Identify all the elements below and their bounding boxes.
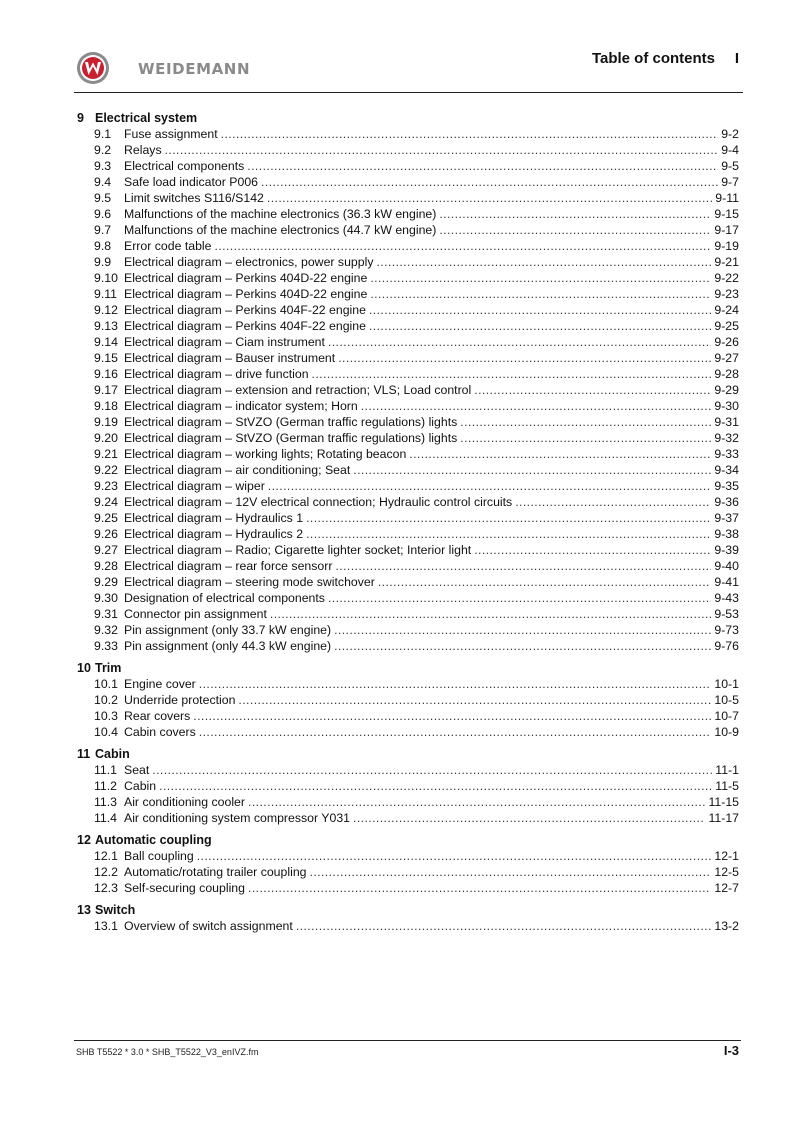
entry-number: 9.4	[94, 175, 112, 189]
entry-label: Electrical diagram – steering mode switchover	[124, 575, 375, 589]
logo-wordmark: WEIDEMANN	[138, 60, 251, 78]
toc-entry[interactable]	[77, 254, 739, 270]
dot-leader	[376, 254, 711, 270]
entry-number: 9.15	[94, 351, 118, 365]
entry-page: 9-43	[714, 591, 739, 605]
toc-entry[interactable]	[77, 334, 739, 350]
entry-number: 9.26	[94, 527, 118, 541]
entry-number: 10.4	[94, 725, 118, 739]
entry-label: Electrical components	[124, 159, 245, 173]
dot-leader	[261, 174, 718, 190]
toc-entry[interactable]	[77, 574, 739, 590]
entry-label: Electrical diagram – StVZO (German traffic regulations) lights	[124, 415, 458, 429]
section-title: Cabin	[95, 747, 130, 761]
toc-section	[77, 746, 739, 826]
toc-entry[interactable]	[77, 222, 739, 238]
entry-label: Safe load indicator P006	[124, 175, 258, 189]
entry-page: 9-22	[714, 271, 739, 285]
entry-page: 9-39	[714, 543, 739, 557]
entry-page: 9-53	[714, 607, 739, 621]
toc-entry[interactable]	[77, 864, 739, 880]
entry-label: Electrical diagram – electronics, power supply	[124, 255, 374, 269]
toc-entry[interactable]	[77, 762, 739, 778]
dot-leader	[378, 574, 712, 590]
entry-label: Electrical diagram – Perkins 404F-22 engine	[124, 303, 366, 317]
entry-number: 9.10	[94, 271, 118, 285]
toc-entry[interactable]	[77, 190, 739, 206]
toc-entry[interactable]	[77, 638, 739, 654]
toc-entry[interactable]	[77, 606, 739, 622]
entry-number: 11.3	[94, 795, 118, 809]
entry-page: 9-31	[714, 415, 739, 429]
entry-page: 9-21	[714, 255, 739, 269]
entry-label: Electrical diagram – working lights; Rotating beacon	[124, 447, 407, 461]
toc-section-heading[interactable]	[77, 902, 739, 918]
toc-entry[interactable]	[77, 462, 739, 478]
dot-leader	[474, 542, 711, 558]
toc-entry[interactable]	[77, 302, 739, 318]
entry-number: 9.33	[94, 639, 118, 653]
toc-entry[interactable]	[77, 206, 739, 222]
entry-page: 9-30	[714, 399, 739, 413]
entry-number: 12.1	[94, 849, 118, 863]
entry-page: 9-27	[714, 351, 739, 365]
dot-leader	[152, 762, 712, 778]
dot-leader	[328, 590, 711, 606]
entry-page: 9-4	[721, 143, 739, 157]
toc-section	[77, 110, 739, 654]
entry-label: Electrical diagram – Hydraulics 1	[124, 511, 304, 525]
entry-label: Electrical diagram – wiper	[124, 479, 265, 493]
entry-label: Electrical diagram – 12V electrical connection; Hydraulic control circuits	[124, 495, 513, 509]
toc-entry[interactable]	[77, 724, 739, 740]
dot-leader	[296, 918, 712, 934]
dot-leader	[369, 318, 711, 334]
dot-leader	[338, 350, 711, 366]
toc-entry[interactable]	[77, 286, 739, 302]
toc-section	[77, 902, 739, 934]
entry-label: Pin assignment (only 33.7 kW engine)	[124, 623, 332, 637]
dot-leader	[515, 494, 711, 510]
entry-number: 9.11	[94, 287, 118, 301]
entry-number: 9.32	[94, 623, 118, 637]
entry-label: Error code table	[124, 239, 212, 253]
dot-leader	[247, 158, 718, 174]
entry-number: 9.16	[94, 367, 118, 381]
toc-entry[interactable]	[77, 676, 739, 692]
page-footer	[74, 1040, 741, 1058]
entry-label: Limit switches S116/S142	[124, 191, 264, 205]
toc-entry[interactable]	[77, 238, 739, 254]
section-title: Trim	[95, 661, 122, 675]
dot-leader	[335, 558, 711, 574]
entry-label: Fuse assignment	[124, 127, 218, 141]
page-number: I-3	[723, 1043, 739, 1058]
entry-page: 9-35	[714, 479, 739, 493]
entry-label: Electrical diagram – StVZO (German traffic regulations) lights	[124, 431, 458, 445]
entry-page: 11-1	[715, 763, 739, 777]
entry-page: 11-17	[708, 811, 739, 825]
entry-page: 9-41	[714, 575, 739, 589]
entry-number: 9.20	[94, 431, 118, 445]
entry-label: Self-securing coupling	[124, 881, 245, 895]
toc-entry[interactable]	[77, 542, 739, 558]
entry-page: 9-76	[714, 639, 739, 653]
entry-number: 10.2	[94, 693, 118, 707]
section-title: Electrical system	[95, 111, 198, 125]
entry-number: 9.25	[94, 511, 118, 525]
entry-number: 9.6	[94, 207, 112, 221]
dot-leader	[306, 526, 711, 542]
toc-entry[interactable]	[77, 270, 739, 286]
entry-page: 9-11	[715, 191, 739, 205]
entry-number: 9.31	[94, 607, 118, 621]
entry-number: 9.7	[94, 223, 112, 237]
entry-page: 9-26	[714, 335, 739, 349]
dot-leader	[361, 398, 712, 414]
section-title: Automatic coupling	[95, 833, 212, 847]
dot-leader	[221, 126, 719, 142]
entry-page: 9-36	[714, 495, 739, 509]
toc-entry[interactable]	[77, 318, 739, 334]
toc-entry[interactable]	[77, 494, 739, 510]
section-number: 13	[77, 903, 91, 917]
dot-leader	[370, 286, 711, 302]
entry-label: Engine cover	[124, 677, 196, 691]
dot-leader	[215, 238, 712, 254]
entry-page: 10-5	[714, 693, 739, 707]
entry-page: 12-1	[714, 849, 739, 863]
entry-page: 9-5	[721, 159, 739, 173]
entry-label: Electrical diagram – Perkins 404D-22 engine	[124, 271, 368, 285]
weidemann-logo-icon	[76, 51, 110, 85]
dot-leader	[370, 270, 711, 286]
toc-entry[interactable]	[77, 398, 739, 414]
entry-label: Electrical diagram – extension and retraction; VLS; Load control	[124, 383, 472, 397]
toc-section-heading[interactable]	[77, 660, 739, 676]
dot-leader	[409, 446, 711, 462]
toc-entry[interactable]	[77, 848, 739, 864]
entry-label: Overview of switch assignment	[124, 919, 293, 933]
entry-number: 9.29	[94, 575, 118, 589]
toc-section	[77, 660, 739, 740]
toc-entry[interactable]	[77, 794, 739, 810]
entry-page: 9-28	[714, 367, 739, 381]
entry-page: 9-34	[714, 463, 739, 477]
section-number: 10	[77, 661, 91, 675]
entry-label: Rear covers	[124, 709, 191, 723]
entry-number: 9.13	[94, 319, 118, 333]
entry-number: 9.9	[94, 255, 112, 269]
entry-page: 10-1	[714, 677, 739, 691]
entry-page: 9-29	[714, 383, 739, 397]
dot-leader	[248, 880, 711, 896]
entry-number: 9.30	[94, 591, 118, 605]
dot-leader	[353, 462, 711, 478]
toc-entry[interactable]	[77, 558, 739, 574]
section-number: 12	[77, 833, 91, 847]
toc-entry[interactable]	[77, 510, 739, 526]
entry-label: Air conditioning system compressor Y031	[124, 811, 351, 825]
toc-entry[interactable]	[77, 622, 739, 638]
dot-leader	[328, 334, 711, 350]
entry-page: 9-25	[714, 319, 739, 333]
entry-label: Relays	[124, 143, 162, 157]
entry-page: 9-17	[714, 223, 739, 237]
toc-section-heading[interactable]	[77, 746, 739, 762]
entry-number: 9.21	[94, 447, 118, 461]
entry-number: 9.17	[94, 383, 118, 397]
entry-number: 9.19	[94, 415, 118, 429]
entry-number: 10.3	[94, 709, 118, 723]
toc-entry[interactable]	[77, 158, 739, 174]
entry-page: 12-5	[714, 865, 739, 879]
toc-entry[interactable]	[77, 414, 739, 430]
entry-label: Underride protection	[124, 693, 236, 707]
entry-page: 9-24	[714, 303, 739, 317]
entry-label: Electrical diagram – Ciam instrument	[124, 335, 325, 349]
dot-leader	[460, 414, 711, 430]
toc-entry[interactable]	[77, 880, 739, 896]
entry-number: 11.2	[94, 779, 118, 793]
entry-number: 9.2	[94, 143, 112, 157]
entry-label: Connector pin assignment	[124, 607, 267, 621]
entry-label: Ball coupling	[124, 849, 194, 863]
entry-number: 9.22	[94, 463, 118, 477]
entry-page: 13-2	[714, 919, 739, 933]
entry-number: 9.8	[94, 239, 112, 253]
toc-entry[interactable]	[77, 174, 739, 190]
entry-number: 12.2	[94, 865, 118, 879]
toc-entry[interactable]	[77, 142, 739, 158]
entry-number: 12.3	[94, 881, 118, 895]
entry-number: 9.18	[94, 399, 118, 413]
entry-page: 10-7	[714, 709, 739, 723]
entry-number: 9.3	[94, 159, 112, 173]
dot-leader	[312, 366, 712, 382]
toc-entry[interactable]	[77, 446, 739, 462]
toc-section	[77, 832, 739, 896]
toc-entry[interactable]	[77, 708, 739, 724]
entry-number: 9.27	[94, 543, 118, 557]
dot-leader	[199, 724, 712, 740]
entry-page: 9-23	[714, 287, 739, 301]
toc-entry[interactable]	[77, 366, 739, 382]
entry-label: Cabin covers	[124, 725, 196, 739]
dot-leader	[268, 478, 712, 494]
section-number: 9	[77, 111, 84, 125]
page-header	[74, 45, 743, 93]
dot-leader	[270, 606, 712, 622]
toc-entry[interactable]	[77, 430, 739, 446]
entry-page: 9-15	[714, 207, 739, 221]
dot-leader	[165, 142, 719, 158]
entry-label: Electrical diagram – air conditioning; Seat	[124, 463, 351, 477]
toc-entry[interactable]	[77, 590, 739, 606]
dot-leader	[310, 864, 712, 880]
toc-entry[interactable]	[77, 478, 739, 494]
entry-number: 9.23	[94, 479, 118, 493]
dot-leader	[306, 510, 711, 526]
entry-number: 9.12	[94, 303, 118, 317]
chapter-numeral: I	[734, 50, 739, 67]
entry-page: 12-7	[714, 881, 739, 895]
document-reference: SHB T5522 * 3.0 * SHB_T5522_V3_enIVZ.fm	[76, 1047, 259, 1057]
dot-leader	[439, 206, 711, 222]
section-title: Switch	[95, 903, 136, 917]
dot-leader	[159, 778, 712, 794]
toc-entry[interactable]	[77, 350, 739, 366]
entry-label: Designation of electrical components	[124, 591, 325, 605]
entry-page: 9-32	[714, 431, 739, 445]
entry-page: 9-40	[714, 559, 739, 573]
table-of-contents	[77, 110, 739, 940]
entry-label: Malfunctions of the machine electronics (36.3 kW engine)	[124, 207, 437, 221]
entry-number: 9.5	[94, 191, 112, 205]
toc-entry[interactable]	[77, 692, 739, 708]
entry-label: Electrical diagram – Bauser instrument	[124, 351, 336, 365]
entry-page: 9-37	[714, 511, 739, 525]
dot-leader	[238, 692, 711, 708]
entry-label: Electrical diagram – Hydraulics 2	[124, 527, 304, 541]
entry-number: 13.1	[94, 919, 118, 933]
toc-entry[interactable]	[77, 126, 739, 142]
entry-page: 9-7	[721, 175, 739, 189]
entry-label: Electrical diagram – rear force sensorr	[124, 559, 333, 573]
toc-entry[interactable]	[77, 918, 739, 934]
dot-leader	[199, 676, 712, 692]
entry-label: Seat	[124, 763, 150, 777]
entry-label: Cabin	[124, 779, 157, 793]
dot-leader	[334, 622, 711, 638]
toc-entry[interactable]	[77, 382, 739, 398]
entry-number: 9.28	[94, 559, 118, 573]
dot-leader	[369, 302, 711, 318]
entry-label: Electrical diagram – Perkins 404D-22 engine	[124, 287, 368, 301]
toc-entry[interactable]	[77, 526, 739, 542]
toc-section-heading[interactable]	[77, 832, 739, 848]
entry-number: 11.4	[94, 811, 118, 825]
toc-entry[interactable]	[77, 778, 739, 794]
entry-page: 10-9	[714, 725, 739, 739]
entry-label: Malfunctions of the machine electronics (44.7 kW engine)	[124, 223, 437, 237]
dot-leader	[267, 190, 712, 206]
entry-number: 9.24	[94, 495, 118, 509]
entry-page: 9-19	[714, 239, 739, 253]
page-title: Table of contents	[591, 50, 715, 67]
entry-page: 9-33	[714, 447, 739, 461]
dot-leader	[439, 222, 711, 238]
entry-label: Electrical diagram – Radio; Cigarette lighter socket; Interior light	[124, 543, 472, 557]
dot-leader	[193, 708, 711, 724]
toc-section-heading[interactable]	[77, 110, 739, 126]
entry-page: 11-15	[708, 795, 739, 809]
dot-leader	[460, 430, 711, 446]
dot-leader	[334, 638, 711, 654]
entry-page: 9-38	[714, 527, 739, 541]
section-number: 11	[77, 747, 91, 761]
entry-number: 9.1	[94, 127, 112, 141]
weidemann-logo	[76, 51, 250, 85]
entry-label: Air conditioning cooler	[124, 795, 245, 809]
dot-leader	[197, 848, 712, 864]
entry-page: 9-2	[721, 127, 739, 141]
toc-entry[interactable]	[77, 810, 739, 826]
entry-page: 11-5	[715, 779, 739, 793]
entry-label: Pin assignment (only 44.3 kW engine)	[124, 639, 332, 653]
entry-label: Electrical diagram – indicator system; Horn	[124, 399, 358, 413]
dot-leader	[474, 382, 711, 398]
dot-leader	[353, 810, 705, 826]
entry-label: Automatic/rotating trailer coupling	[124, 865, 307, 879]
entry-label: Electrical diagram – Perkins 404F-22 engine	[124, 319, 366, 333]
entry-label: Electrical diagram – drive function	[124, 367, 309, 381]
entry-page: 9-73	[714, 623, 739, 637]
entry-number: 10.1	[94, 677, 118, 691]
dot-leader	[248, 794, 705, 810]
entry-number: 11.1	[94, 763, 118, 777]
entry-number: 9.14	[94, 335, 118, 349]
